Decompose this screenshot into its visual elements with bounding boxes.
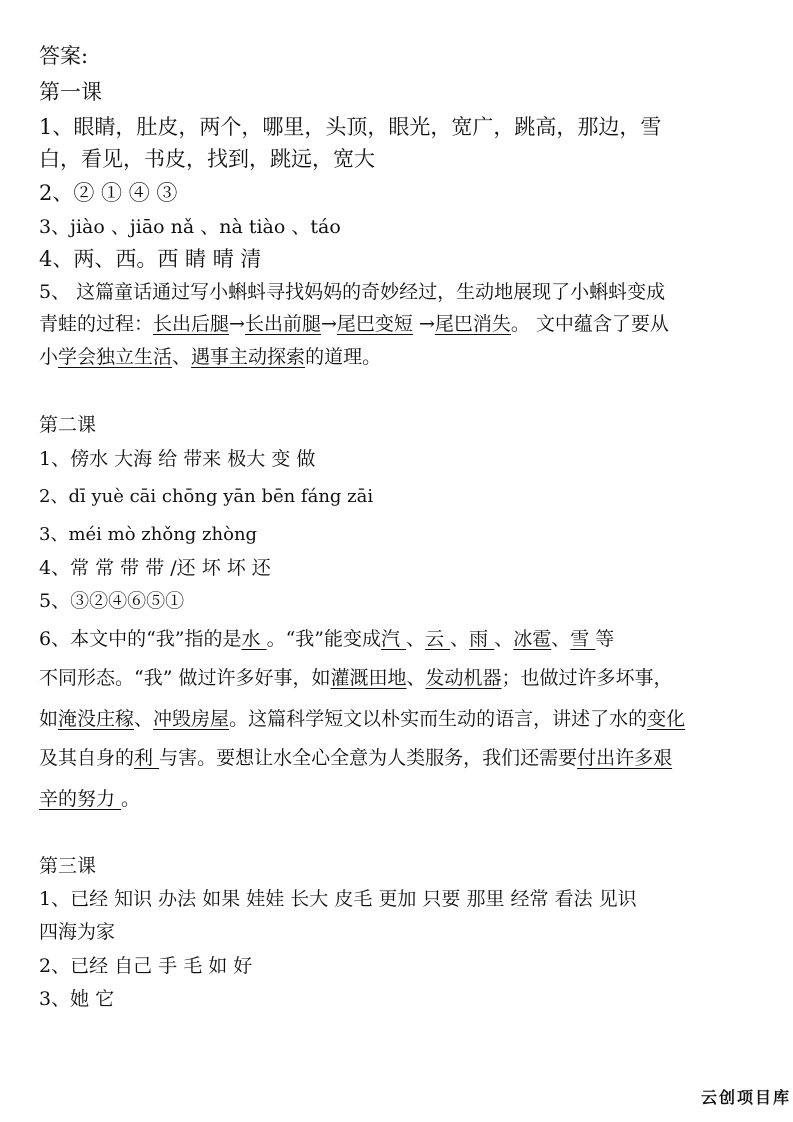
arrow-icon: →: [229, 313, 245, 335]
arrow-icon: →: [320, 313, 337, 335]
arrow-icon: →: [412, 313, 435, 335]
q6-bad-houses: 冲毁房屋: [153, 708, 230, 730]
lesson1-q3: 3、jiào 、jiāo nǎ 、nà tiào 、táo: [39, 216, 341, 238]
document-title: 答案:: [39, 44, 89, 68]
lesson1-heading: 第一课: [39, 80, 102, 104]
lesson1-q4: 4、两、西。西 睛 晴 清: [39, 247, 262, 271]
lesson1-q5-line3: [39, 342, 381, 369]
q6-text: 、: [494, 628, 514, 650]
q5-prefix: 青蛙的过程：: [39, 313, 154, 335]
q6-text: 与害。要想让水全心全意为人类服务，我们还需要: [159, 747, 578, 769]
q5-explore: 遇事主动探索: [191, 346, 306, 368]
q5-text: 小: [39, 346, 59, 368]
q6-text: 不同形态。“我” 做过许多好事，如: [39, 667, 331, 689]
q6-text: 、: [134, 708, 154, 730]
q6-text: 。“我”能变成: [266, 628, 382, 650]
q6-text: 及其自身的: [39, 747, 135, 769]
lesson1-q1-line2: 白，看见，书皮，找到，跳远，宽大: [39, 147, 375, 171]
lesson2-q6-line1: [39, 624, 614, 651]
lesson1-q2: 2、② ① ④ ③: [39, 181, 178, 205]
lesson2-q6-line2: [39, 663, 673, 690]
lesson2-q6-line3: [39, 704, 685, 731]
q6-effort-part1: 付出许多艰: [577, 747, 673, 769]
q5-text: 、: [172, 346, 192, 368]
lesson3-q1-line1: 1、已经 知识 办法 如果 娃娃 长大 皮毛 更加 只要 那里 经常 看法 见识: [39, 888, 637, 910]
q6-text: 。: [121, 788, 141, 810]
lesson2-heading: 第二课: [39, 414, 97, 436]
q5-independent-life: 学会独立生活: [58, 346, 173, 368]
q6-bad-crops: 淹没庄稼: [58, 708, 135, 730]
lesson2-q2: 2、dī yuè cāi chōng yān bēn fáng zāi: [39, 486, 374, 507]
q5-step-tail-shortens: 尾巴变短: [336, 313, 413, 335]
q6-good-machines: 发动机器: [425, 667, 502, 689]
q6-form-rain: 雨: [469, 628, 495, 650]
lesson2-q6-line4: [39, 743, 672, 770]
q5-step-hind-legs: 长出后腿: [153, 313, 230, 335]
q6-text: 等: [595, 628, 615, 650]
q6-text: 、: [551, 628, 571, 650]
lesson3-heading: 第三课: [39, 855, 97, 877]
lesson2-q6-line5: [39, 784, 140, 811]
lesson2-q1: 1、傍水 大海 给 带来 极大 变 做: [39, 448, 316, 470]
lesson2-q3: 3、méi mò zhǒng zhòng: [39, 524, 258, 545]
q6-form-snow: 雪: [570, 628, 596, 650]
lesson1-q5-line2: [39, 309, 669, 336]
q5-step-front-legs: 长出前腿: [244, 313, 321, 335]
q6-form-cloud: 云: [425, 628, 451, 650]
q6-good-irrigate: 灌溉田地: [330, 667, 407, 689]
q6-change: 变化: [647, 708, 686, 730]
q6-text: 、: [406, 628, 426, 650]
lesson1-q5-line1: 5、 这篇童话通过写小蝌蚪寻找妈妈的奇妙经过，生动地展现了小蝌蚪变成: [39, 281, 666, 303]
q5-text: 的道理。: [305, 346, 382, 368]
q6-text: 、: [406, 667, 426, 689]
q6-text: 、: [450, 628, 470, 650]
q6-text: ；也做过许多坏事，: [501, 667, 673, 689]
q6-benefit: 利: [134, 747, 160, 769]
lesson3-q2: 2、已经 自己 手 毛 如 好: [39, 955, 253, 977]
watermark: 云创项目库: [700, 1088, 791, 1107]
q6-text: 6、本文中的“我”指的是: [39, 628, 242, 650]
q6-text: 如: [39, 708, 59, 730]
q6-form-steam: 汽: [381, 628, 407, 650]
lesson3-q1-line2: 四海为家: [39, 921, 116, 943]
q6-water: 水: [241, 628, 267, 650]
lesson2-q5: 5、③②④⑥⑤①: [39, 590, 185, 612]
q6-effort-part2: 辛的努力: [39, 788, 122, 810]
lesson1-q1-line1: 1、眼睛，肚皮，两个，哪里，头顶，眼光，宽广，跳高，那边，雪: [39, 115, 662, 139]
q5-mid-text: 。 文中蕴含了要从: [510, 313, 669, 335]
q6-form-hail: 冰雹: [513, 628, 552, 650]
lesson3-q3: 3、她 它: [39, 988, 115, 1010]
lesson2-q4: 4、常 常 带 带 /还 坏 坏 还: [39, 557, 271, 579]
q5-step-tail-disappears: 尾巴消失: [434, 313, 511, 335]
q6-text: 。这篇科学短文以朴实而生动的语言，讲述了水的: [229, 708, 648, 730]
